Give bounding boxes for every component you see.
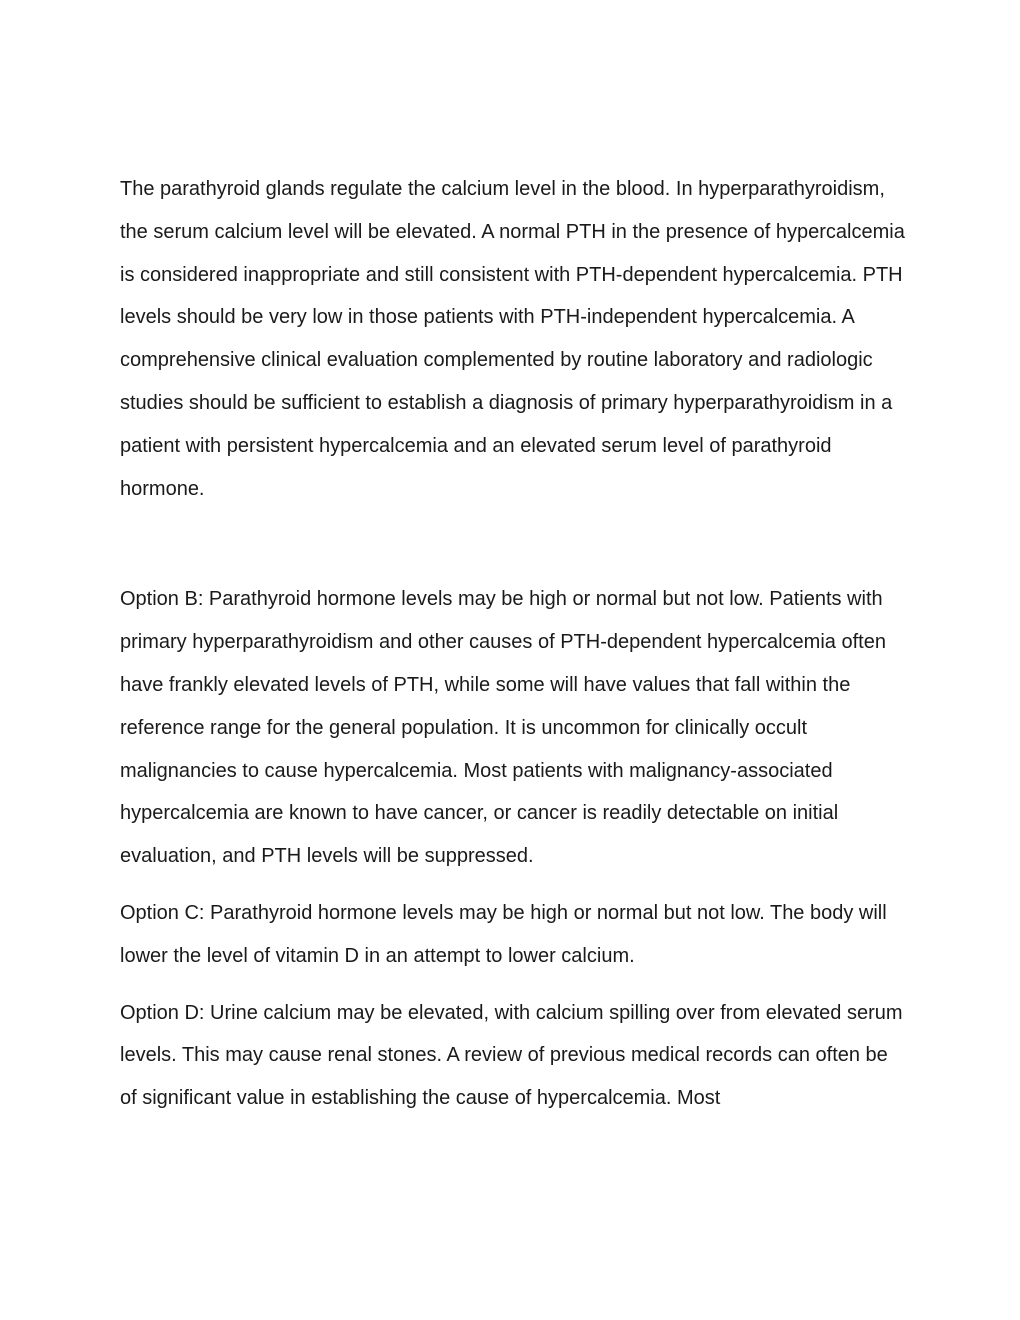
paragraph-option-d: Option D: Urine calcium may be elevated, with calcium spilling over from elevated serum levels. This may cause renal stones. A review of previous medical records can often be of significant value in establishing the cause of hypercalcemia. Most [120,1001,903,1110]
document-body [120,168,910,1120]
paragraph-option-c: Option C: Parathyroid hormone levels may be high or normal but not low. The body will lower the level of vitamin D in an attempt to lower calcium. [120,901,887,967]
paragraph-intro: The parathyroid glands regulate the calcium level in the blood. In hyperparathyroidism, the serum calcium level will be elevated. A normal PTH in the presence of hypercalcemia is considered inappropriate and still consistent with PTH-dependent hypercalcemia. PTH levels should be very low in those patients with PTH-independent hypercalcemia. A comprehensive clinical evaluation complemented by routine laboratory and radiologic studies should be sufficient to establish a diagnosis of primary hyperparathyroidism in a patient with persistent hypercalcemia and an elevated serum level of parathyroid hormone. [120,178,905,500]
paragraph-option-b: Option B: Parathyroid hormone levels may be high or normal but not low. Patients with primary hyperparathyroidism and other causes of PTH-dependent hypercalcemia often have frankly elevated levels of PTH, while some will have values that fall within the reference range for the general population. It is uncommon for clinically occult malignancies to cause hypercalcemia. Most patients with malignancy-associated hypercalcemia are known to have cancer, or cancer is readily detectable on initial evaluation, and PTH levels will be suppressed. [120,588,886,868]
